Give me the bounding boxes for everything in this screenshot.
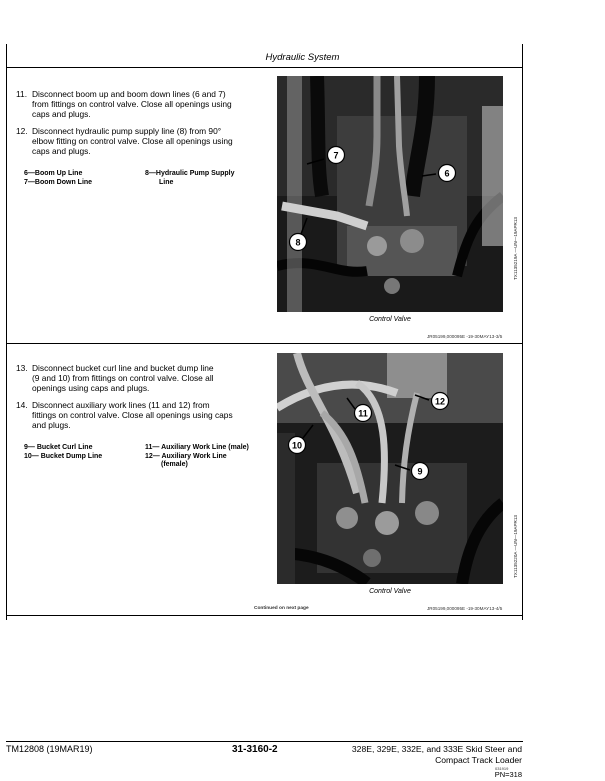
legend-right-2 — [145, 444, 249, 470]
header-rule — [6, 67, 523, 68]
small-code: 031919 — [495, 766, 509, 771]
svg-text:12: 12 — [434, 396, 446, 407]
legend-item: 10— Bucket Dump Line — [24, 452, 103, 460]
legend-item: 11— Auxiliary Work Line (male) — [145, 444, 249, 451]
svg-text:11: 11 — [358, 408, 368, 419]
block-separator — [6, 343, 523, 344]
step-line: openings using caps and plugs. — [32, 383, 150, 394]
ref-code-1: JR05199,000095E -19-30MAY13-3/5 — [427, 334, 503, 339]
svg-text:8: 8 — [295, 237, 301, 248]
step-line: fittings on control valve. Close all openings using caps — [32, 410, 233, 421]
legend-left-1 — [24, 170, 92, 187]
step-line: from fittings on control valve. Close all openings using — [32, 99, 232, 110]
pn-number: PN=318 — [494, 770, 522, 779]
step-line: Disconnect auxiliary work lines (11 and 12) from — [32, 400, 210, 410]
photo-code-2: TX1135220A —UN—19APR13 — [513, 515, 518, 578]
step-line: caps and plugs. — [32, 109, 91, 120]
step-line: and plugs. — [32, 420, 71, 431]
section-title: Hydraulic System — [265, 52, 340, 63]
photo-caption-1: Control Valve — [369, 316, 411, 323]
footer-rule — [6, 741, 523, 742]
model-line-1: 328E, 329E, 332E, and 333E Skid Steer and — [351, 744, 522, 754]
legend-right-1 — [145, 170, 234, 187]
block-bottom-rule — [6, 615, 523, 616]
photo-code-1: TX1135219A —UN—19APR13 — [513, 217, 518, 280]
step-line: caps and plugs. — [32, 146, 91, 157]
legend-item: 8—Hydraulic Pump Supply — [145, 170, 235, 177]
legend-item: 12— Auxiliary Work Line — [145, 452, 227, 460]
legend-item: Line — [159, 178, 174, 186]
step-line: Disconnect boom up and boom down lines (6 and 7) — [32, 89, 226, 99]
step-line: elbow fitting on control valve. Close all openings using — [32, 136, 233, 147]
page-frame-left — [6, 44, 7, 620]
manual-id: TM12808 (19MAR19) — [6, 744, 93, 754]
photo-caption-2: Control Valve — [369, 588, 411, 595]
legend-item: (female) — [161, 461, 188, 469]
page-frame-right — [522, 44, 523, 620]
svg-text:7: 7 — [333, 150, 339, 161]
svg-text:10: 10 — [291, 440, 303, 451]
control-valve-photo-1 — [277, 76, 503, 312]
legend-item: 7—Boom Down Line — [24, 178, 93, 186]
legend-left-2 — [24, 444, 102, 461]
legend-item: 9— Bucket Curl Line — [24, 444, 93, 451]
control-valve-photo-2 — [277, 353, 503, 584]
svg-text:9: 9 — [417, 466, 423, 477]
model-line-2: Compact Track Loader — [435, 755, 522, 765]
step-line: (9 and 10) from fittings on control valve. Close all — [32, 373, 214, 384]
legend-item: 6—Boom Up Line — [24, 170, 83, 177]
step-line: Disconnect hydraulic pump supply line (8) from 90° — [32, 126, 222, 136]
svg-text:6: 6 — [444, 168, 450, 179]
continued-note: Continued on next page — [254, 606, 309, 611]
step-line: Disconnect bucket curl line and bucket dump line — [32, 363, 214, 373]
page-number: 31-3160-2 — [232, 744, 278, 755]
ref-code-2: JR05199,000095E -19-30MAY13-4/5 — [427, 606, 503, 611]
